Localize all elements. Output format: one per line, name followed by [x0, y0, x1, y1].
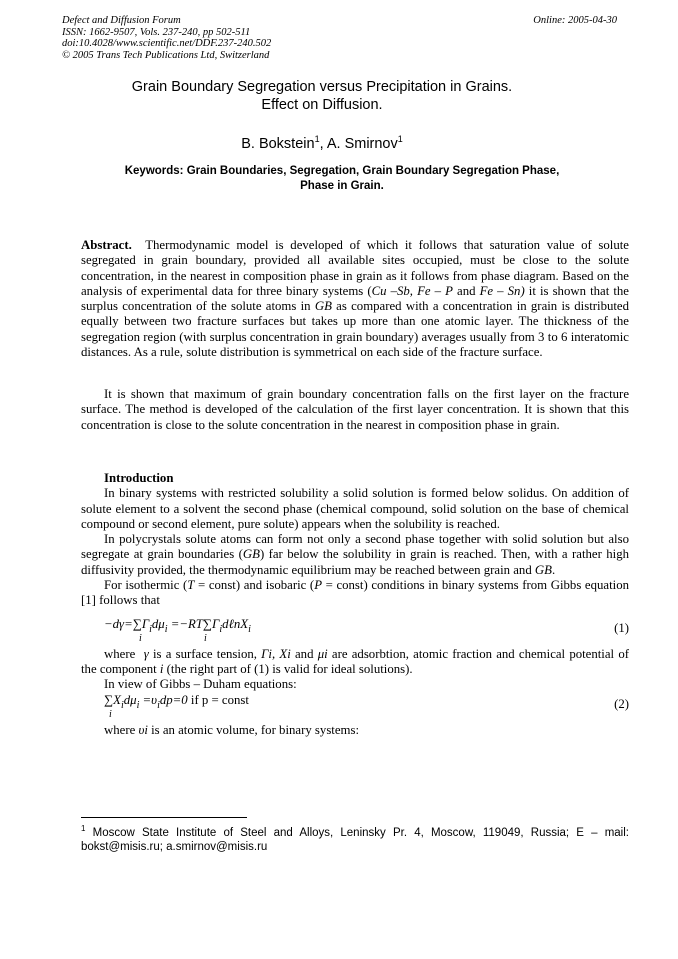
equation-2-number: (2) — [614, 696, 629, 711]
equation-2: $\sum X_id\mu_i =\upsilon_idp=0$ if p = const i (2) — [104, 692, 629, 720]
author-separator: , — [319, 135, 327, 152]
abstract-gb: GB — [314, 299, 332, 314]
introduction-section — [81, 471, 629, 738]
eq1-text: are adsorbtion, atomic fraction and chemical potential of the component — [81, 646, 629, 676]
intro-var-p: P — [314, 578, 323, 593]
abstract-text: as compared with a concentration in grain is distributed equally between two fracture surfaces but takes up more than one atomic layer. The thickness of the segregation region (with surplus concentration in grain boundary) averages usually from 3 to 6 interatomic distances. As a rule, solute distribution is symmetrical on each side of the fracture surface. — [81, 299, 630, 360]
eq1-explanation — [81, 647, 629, 678]
footnote-text: Moscow State Institute of Steel and Alloys, Leninsky Pr. 4, Moscow, 119049, Russia; E – mail: bokst@misis.ru; a.smirnov@misis.ru — [81, 826, 629, 854]
keywords — [62, 164, 622, 193]
paper-title — [62, 78, 582, 114]
eq1-text: (the right part of (1) is valid for ideal solutions). — [163, 661, 413, 676]
title-line-2: Effect on Diffusion. — [261, 97, 383, 113]
abstract-paragraph-1 — [81, 238, 629, 360]
affiliation-mark: 1 — [397, 134, 403, 144]
equation-1: $-d\gamma=\sum\Gamma_id\mu_i$ $=-RT\sum\Gamma_id\ell nX_i$ i i (1) — [104, 616, 629, 644]
equation-1-number: (1) — [614, 620, 629, 635]
intro-text: = const) and isobaric ( — [194, 578, 315, 593]
eq1-symbol: i — [159, 661, 164, 676]
intro-text: For isothermic ( — [104, 578, 188, 593]
eq2-text: is an atomic volume, for binary systems: — [147, 722, 360, 737]
intro-paragraph-2 — [81, 532, 629, 578]
eq2-symbol: υi — [138, 722, 148, 737]
author-list — [62, 130, 582, 153]
journal-header — [62, 15, 617, 61]
gibbs-duham-line: In view of Gibbs – Duham equations: — [104, 677, 297, 692]
eq1-text: and — [290, 646, 318, 661]
footnote-mark: 1 — [81, 824, 86, 833]
abstract-continued — [81, 387, 629, 433]
abstract-paragraph-2: It is shown that maximum of grain boundary concentration falls on the first layer on the fracture surface. The method is developed of the calculation of the first layer concentration. It is shown that this concentration is close to the solute concentration in the nearest in composition phase in grain. — [81, 387, 629, 432]
intro-paragraph-1: In binary systems with restricted solubility a solid solution is formed below solidus. On addition of solute element to a solvent the second phase (chemical compound, solid solution on the base of chemical compound or second element, pure solute) appears when the solubility is reached. — [81, 486, 629, 531]
title-line-1: Grain Boundary Segregation versus Precipitation in Grains. — [131, 79, 513, 95]
equation-2-condition: if p = const — [187, 692, 249, 707]
author-2: A. Smirnov — [326, 135, 398, 152]
abstract-text: and — [452, 283, 480, 298]
keywords-line-2: Phase in Grain. — [300, 179, 384, 192]
abstract-label: Abstract. — [81, 238, 132, 252]
abstract — [81, 238, 629, 360]
intro-text: . — [551, 562, 556, 577]
online-date: Online: 2005-04-30 — [533, 15, 617, 26]
intro-var-t: T — [187, 578, 195, 593]
eq2-explanation — [81, 723, 629, 738]
introduction-heading: Introduction — [104, 471, 174, 485]
journal-name: Defect and Diffusion Forum — [62, 15, 181, 26]
eq1-text: is a surface tension, — [148, 646, 262, 661]
intro-text: In polycrystals solute atoms can form not only a second phase together with solid solution but also segregate at grain boundaries ( — [81, 532, 629, 562]
keywords-line-1: Keywords: Grain Boundaries, Segregation, Grain Boundary Segregation Phase, — [124, 165, 560, 177]
intro-paragraph-3 — [81, 578, 629, 609]
abstract-systems: Fe – Sn) — [479, 283, 525, 298]
footnote — [81, 822, 629, 855]
abstract-text: it is shown that the surplus concentration of the solute atoms in — [81, 283, 629, 314]
intro-gb: GB — [242, 547, 260, 562]
abstract-systems: Cu –Sb, Fe – P — [371, 283, 453, 298]
affiliation-mark: 1 — [314, 134, 320, 144]
eq1-symbol: μi — [317, 646, 328, 661]
eq1-symbol: Γi, Xi — [261, 646, 291, 661]
eq1-text: where — [104, 646, 136, 661]
doi-line: doi:10.4028/www.scientific.net/DDF.237-240.502 — [62, 38, 272, 49]
abstract-text: Thermodynamic model is developed of which it follows that saturation value of solute segregated in grain boundary, provided all available sites occupied, must be close to the solute concentration, in the nearest in composition phase in grain as it follows from phase diagram. Based on the analysis of experimental data for three binary systems ( — [81, 238, 629, 298]
intro-text: ) far below the solubility in grain is reached. Then, with a rather high diffusivity provided, the thermodynamic equilibrium may be reached between grain and — [81, 547, 629, 577]
issn-line: ISSN: 1662-9507, Vols. 237-240, pp 502-511 — [62, 26, 251, 38]
author-1: B. Bokstein — [241, 135, 315, 152]
eq2-text: where — [104, 722, 139, 737]
intro-gb: GB — [534, 562, 552, 577]
eq1-symbol: γ — [143, 646, 149, 661]
copyright-line: © 2005 Trans Tech Publications Ltd, Switzerland — [62, 49, 270, 61]
intro-text: = const) conditions in binary systems from Gibbs equation [1] follows that — [81, 578, 629, 608]
footnote-divider — [81, 817, 247, 818]
